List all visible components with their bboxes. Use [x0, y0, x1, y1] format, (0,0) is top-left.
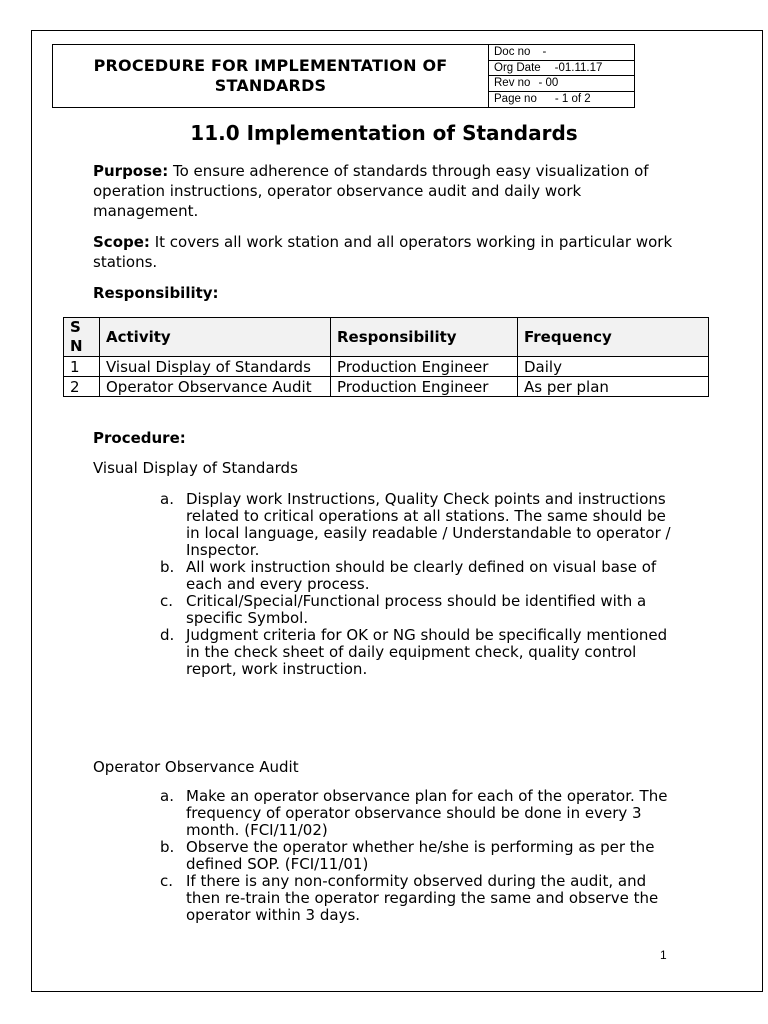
table-cell: 1 [64, 357, 100, 377]
purpose-text: To ensure adherence of standards through easy visualization of operation instructions, operator observance audit and daily work management. [93, 162, 649, 220]
list-marker: b. [160, 558, 175, 576]
meta-value: - 00 [538, 77, 559, 89]
scope-label: Scope: [93, 233, 150, 251]
list-marker: d. [160, 626, 175, 644]
meta-label: Page no [494, 92, 537, 105]
list-marker: c. [160, 872, 174, 890]
list-marker: a. [160, 787, 174, 805]
list-marker: a. [160, 490, 174, 508]
header-title-line-1: PROCEDURE FOR IMPLEMENTATION OF [93, 56, 448, 75]
table-cell: Daily [518, 357, 709, 377]
list-item [160, 593, 680, 627]
list-item-text: Judgment criteria for OK or NG should be specifically mentioned in the check sheet of daily equipment check, quality control report, work instruction. [186, 626, 668, 678]
page-number: 1 [660, 948, 667, 962]
meta-label: Rev no [494, 77, 531, 89]
table-row [64, 377, 709, 397]
list-item [160, 491, 680, 559]
observance-audit-list [160, 788, 680, 924]
meta-page-no [489, 92, 635, 108]
table-row [64, 357, 709, 377]
meta-value: -01.11.17 [554, 61, 603, 74]
header-meta-table [488, 45, 635, 107]
list-item [160, 839, 680, 873]
table-header-row [64, 318, 709, 357]
list-item-text: Make an operator observance plan for each of the operator. The frequency of operator observance should be done in every 3 month. (FCI/11/02) [186, 787, 668, 839]
list-item-text: Observe the operator whether he/she is performing as per the defined SOP. (FCI/11/01) [186, 838, 655, 873]
list-item [160, 788, 680, 839]
list-marker: b. [160, 838, 175, 856]
responsibility-label: Responsibility: [93, 284, 219, 302]
table-cell: As per plan [518, 377, 709, 397]
scope-text: It covers all work station and all operators working in particular work stations. [93, 233, 673, 271]
visual-display-title: Visual Display of Standards [93, 459, 298, 477]
responsibility-table [63, 317, 709, 397]
table-cell: Production Engineer [331, 357, 518, 377]
header-title [53, 45, 488, 107]
meta-label: Org Date [494, 61, 541, 74]
meta-org-date [489, 61, 635, 77]
meta-label: Doc no [494, 46, 531, 58]
list-marker: c. [160, 592, 174, 610]
table-cell: Production Engineer [331, 377, 518, 397]
column-header-responsibility: Responsibility [331, 318, 518, 357]
purpose-label: Purpose: [93, 162, 169, 180]
procedure-label: Procedure: [93, 429, 186, 447]
observance-audit-title: Operator Observance Audit [93, 758, 299, 776]
list-item [160, 873, 680, 924]
meta-value: - 1 of 2 [554, 92, 591, 105]
list-item [160, 627, 680, 678]
column-header-sn: S N [64, 318, 100, 357]
section-heading: 11.0 Implementation of Standards [190, 121, 578, 145]
list-item-text: Display work Instructions, Quality Check points and instructions related to critical operations at all stations. The same should be in local language, easily readable / Understandable to operator / Inspector. [186, 490, 671, 559]
column-header-frequency: Frequency [518, 318, 709, 357]
purpose-paragraph [93, 161, 683, 221]
table-cell: 2 [64, 377, 100, 397]
scope-paragraph [93, 232, 683, 272]
column-header-activity: Activity [100, 318, 331, 357]
table-cell: Operator Observance Audit [100, 377, 331, 397]
list-item [160, 559, 680, 593]
document-header [52, 44, 635, 108]
meta-value: - [542, 46, 547, 58]
table-cell: Visual Display of Standards [100, 357, 331, 377]
list-item-text: All work instruction should be clearly defined on visual base of each and every process. [186, 558, 657, 593]
header-title-line-2: STANDARDS [214, 76, 327, 95]
list-item-text: Critical/Special/Functional process should be identified with a specific Symbol. [186, 592, 647, 627]
meta-rev-no [489, 76, 635, 92]
list-item-text: If there is any non-conformity observed during the audit, and then re-train the operator regarding the same and observe the operator within 3 days. [186, 872, 659, 924]
meta-doc-no [489, 45, 635, 61]
visual-display-list [160, 491, 680, 678]
